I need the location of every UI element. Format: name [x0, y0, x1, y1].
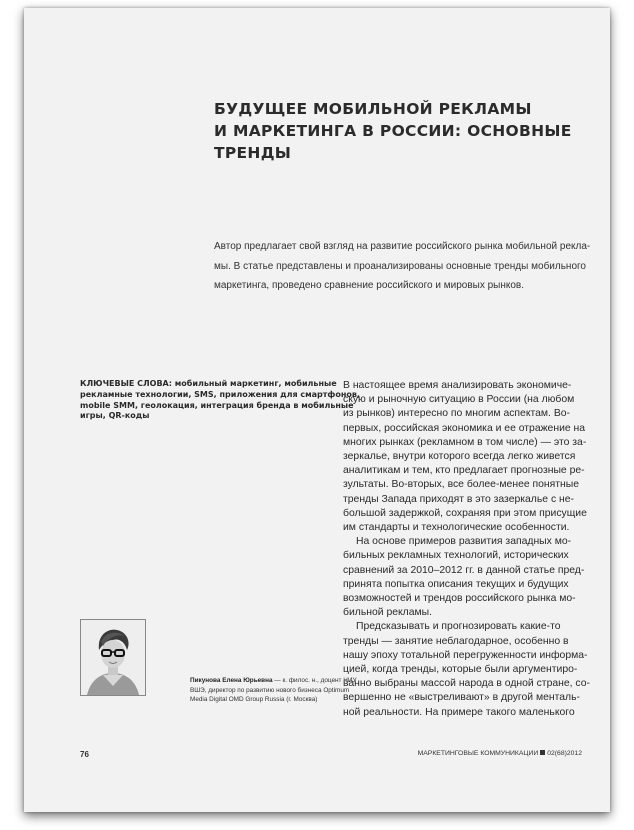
- square-bullet-icon: [540, 750, 545, 755]
- body-line: первых, российская экономика и ее отражение на: [343, 422, 586, 434]
- body-line: из рынков) интересно по многим аспектам. Во-: [343, 408, 570, 420]
- keywords-line: игры, QR-коды: [80, 411, 150, 421]
- body-line: ной реальности. На примере такого маленького: [343, 706, 575, 718]
- author-photo: [80, 619, 146, 696]
- body-line: скую и рыночную ситуацию в России (на любом: [343, 394, 575, 406]
- article-title: [214, 98, 594, 164]
- body-line: тренды Запада приходят в это зазеркалье с не-: [343, 493, 575, 505]
- abstract-line: мы. В статье представлены и проанализированы основные тренды мобильного: [214, 260, 586, 272]
- keywords-line: КЛЮЧЕВЫЕ СЛОВА: мобильный маркетинг, мобильные: [80, 379, 337, 388]
- keywords-line: рекламные технологии, SMS, приложения для смартфонов,: [80, 389, 360, 399]
- body-line: сравнений за 2010–2012 гг. в данной статье пред-: [343, 564, 585, 576]
- body-line: бильных рекламных технологий, исторических: [343, 550, 569, 562]
- body-line: зеркалье, внутри которого всегда легко живется: [343, 451, 576, 463]
- article-body: [343, 379, 605, 720]
- author-name: Пикунова Елена Юрьевна: [190, 677, 273, 684]
- author-line: [190, 676, 357, 686]
- body-line: зультаты. Во-вторых, все более-менее понятные: [343, 479, 580, 491]
- author-info: [190, 676, 357, 705]
- article-abstract: [214, 237, 591, 296]
- body-line: большой задержкой, сохраняя при этом присущие: [343, 507, 587, 519]
- keywords-block: [80, 379, 360, 422]
- body-line: возможностей и трендов российского рынка мо-: [343, 593, 576, 605]
- abstract-line: маркетинга, проведено сравнение российского и мировых рынков.: [214, 280, 525, 291]
- abstract-line: Автор предлагает свой взгляд на развитие российского рынка мобильной рекла-: [214, 241, 591, 252]
- body-line: В настоящее время анализировать экономиче-: [343, 380, 572, 391]
- body-line: аналитикам и тем, кто предлагает прогнозные ре-: [343, 465, 585, 477]
- body-line: тренды — занятие неблагодарное, особенно в: [343, 635, 569, 647]
- author-bio: ВШЭ, директор по развитию нового бизнеса Optimum: [190, 686, 350, 694]
- body-line: На основе примеров развития западных мо-: [356, 536, 572, 548]
- journal-footer: [418, 750, 582, 757]
- page-number: 76: [80, 750, 89, 759]
- body-line: принята попытка описания текущих и будущих: [343, 578, 569, 590]
- body-line: вершенно не «выстреливают» в другой менталь-: [343, 692, 580, 704]
- author-bio: — к. филос. н., доцент НИУ: [272, 677, 357, 684]
- body-line: Предсказывать и прогнозировать какие-то: [356, 621, 561, 633]
- keywords-line: mobile SMM, геолокация, интеграция бренда в мобильные: [80, 400, 354, 410]
- title-line: БУДУЩЕЕ МОБИЛЬНОЙ РЕКЛАМЫ: [214, 100, 532, 118]
- author-portrait-icon: [81, 620, 145, 695]
- author-bio: Media Digital OMD Group Russia (г. Москва): [190, 696, 318, 704]
- body-line: нашу эпоху тотальной перегруженности информа-: [343, 649, 588, 661]
- body-line: цией, когда тренды, которые были аргументиро-: [343, 664, 578, 676]
- title-line: И МАРКЕТИНГА В РОССИИ: ОСНОВНЫЕ: [214, 122, 572, 140]
- journal-issue: 02(68)2012: [547, 750, 582, 757]
- journal-page: [24, 8, 610, 812]
- journal-name: МАРКЕТИНГОВЫЕ КОММУНИКАЦИИ: [417, 750, 539, 757]
- body-line: бильной рекламы.: [343, 607, 433, 619]
- body-line: им стандарты и технологические особенности.: [343, 522, 570, 534]
- body-line: многих рынках (рекламном в том числе) — это за-: [343, 436, 587, 448]
- title-line: ТРЕНДЫ: [214, 144, 292, 162]
- body-line: ванно выбраны массой народа в одной стране, со-: [343, 678, 590, 690]
